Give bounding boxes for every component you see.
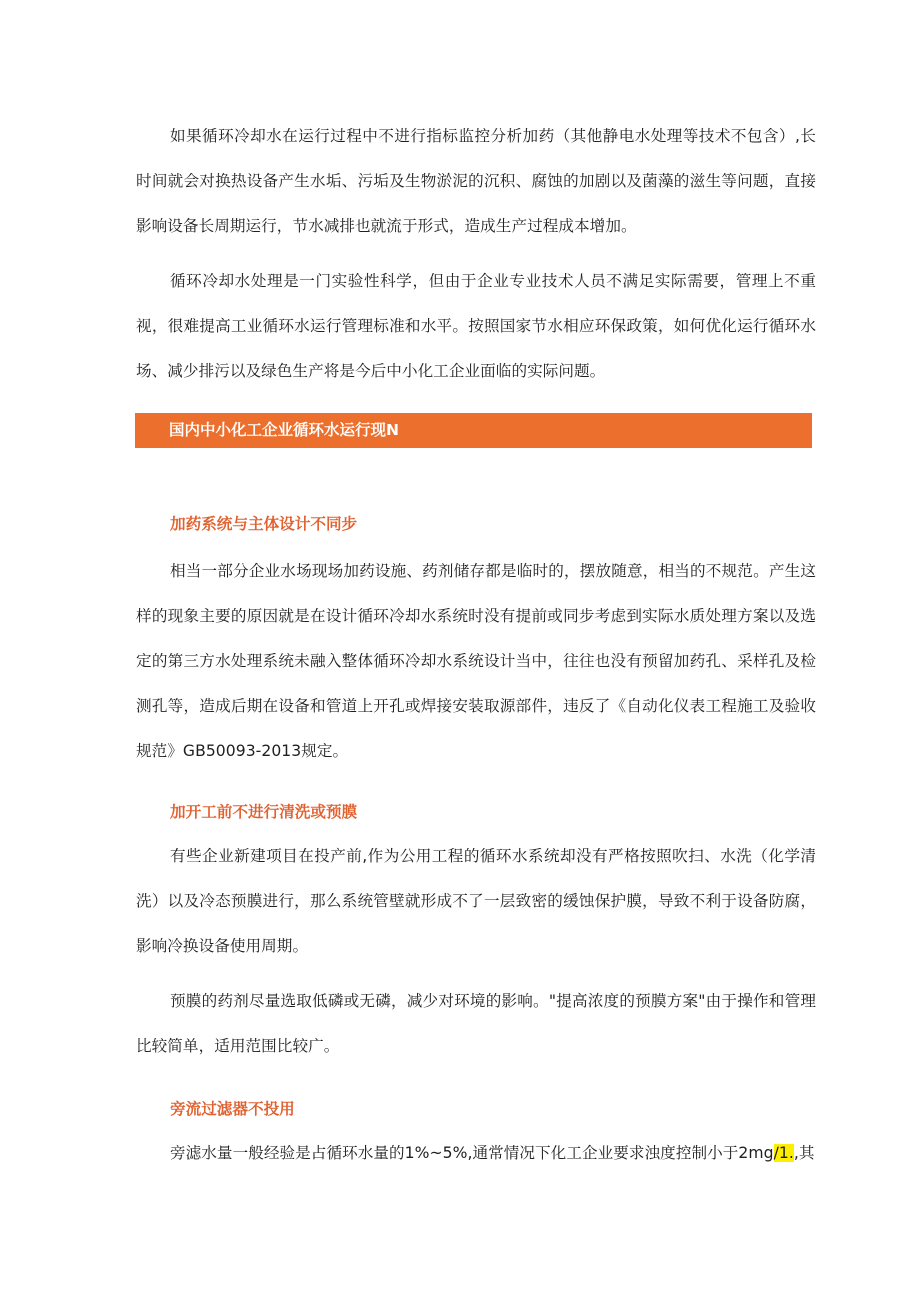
side-filter-text: 旁滤水量一般经验是占循环水量的1%~5%,通常情况下化工企业要求浊度控制小于2mg [170,1144,774,1162]
subheading-side-filter: 旁流过滤器不投用 [170,1100,295,1118]
subheading-cleaning-prefilm: 加开工前不进行清洗或预膜 [170,803,358,821]
dosing-paragraph: 相当一部分企业水场现场加药设施、药剂储存都是临时的，摆放随意，相当的不规范。产生这样的现象主要的原因就是在设计循环冷却水系统时没有提前或同步考虑到实际水质处理方案以及选定的第三方水处理系统未融入整体循环冷却水系统设计当中，往往也没有预留加药孔、采样孔及检测孔等，造成后期在设备和管道上开孔或焊接安装取源部件，违反了《自动化仪表工程施工及验收规范》GB50093-2013规定。 [136,562,816,760]
side-filter-text-tail: ,其 [793,1144,815,1162]
intro-paragraph-1: 如果循环冷却水在运行过程中不进行指标监控分析加药（其他静电水处理等技术不包含）,长时间就会对换热设备产生水垢、污垢及生物淤泥的沉积、腐蚀的加剧以及菌藻的滋生等问题，直接影响设备长周期运行，节水减排也就流于形式，造成生产过程成本增加。 [136,127,816,235]
intro-paragraph-2: 循环冷却水处理是一门实验性科学，但由于企业专业技术人员不满足实际需要，管理上不重视，很难提高工业循环水运行管理标准和水平。按照国家节水相应环保政策，如何优化运行循环水场、减少排污以及绿色生产将是今后中小化工企业面临的实际问题。 [136,272,816,380]
prefilm-paragraph-2: 预膜的药剂尽量选取低磷或无磷，减少对环境的影响。"提高浓度的预膜方案"由于操作和管理比较简单，适用范围比较广。 [136,992,816,1055]
subheading-dosing-system: 加药系统与主体设计不同步 [170,515,358,533]
side-filter-paragraph [136,1131,816,1176]
highlighted-unit: ∕1. [773,1144,794,1162]
prefilm-paragraph-1: 有些企业新建项目在投产前,作为公用工程的循环水系统却没有严格按照吹扫、水洗（化学清洗）以及冷态预膜进行，那么系统管壁就形成不了一层致密的缓蚀保护膜，导致不利于设备防腐，影响冷换设备使用周期。 [136,847,816,955]
section-banner: 国内中小化工企业循环水运行现N [135,413,812,448]
